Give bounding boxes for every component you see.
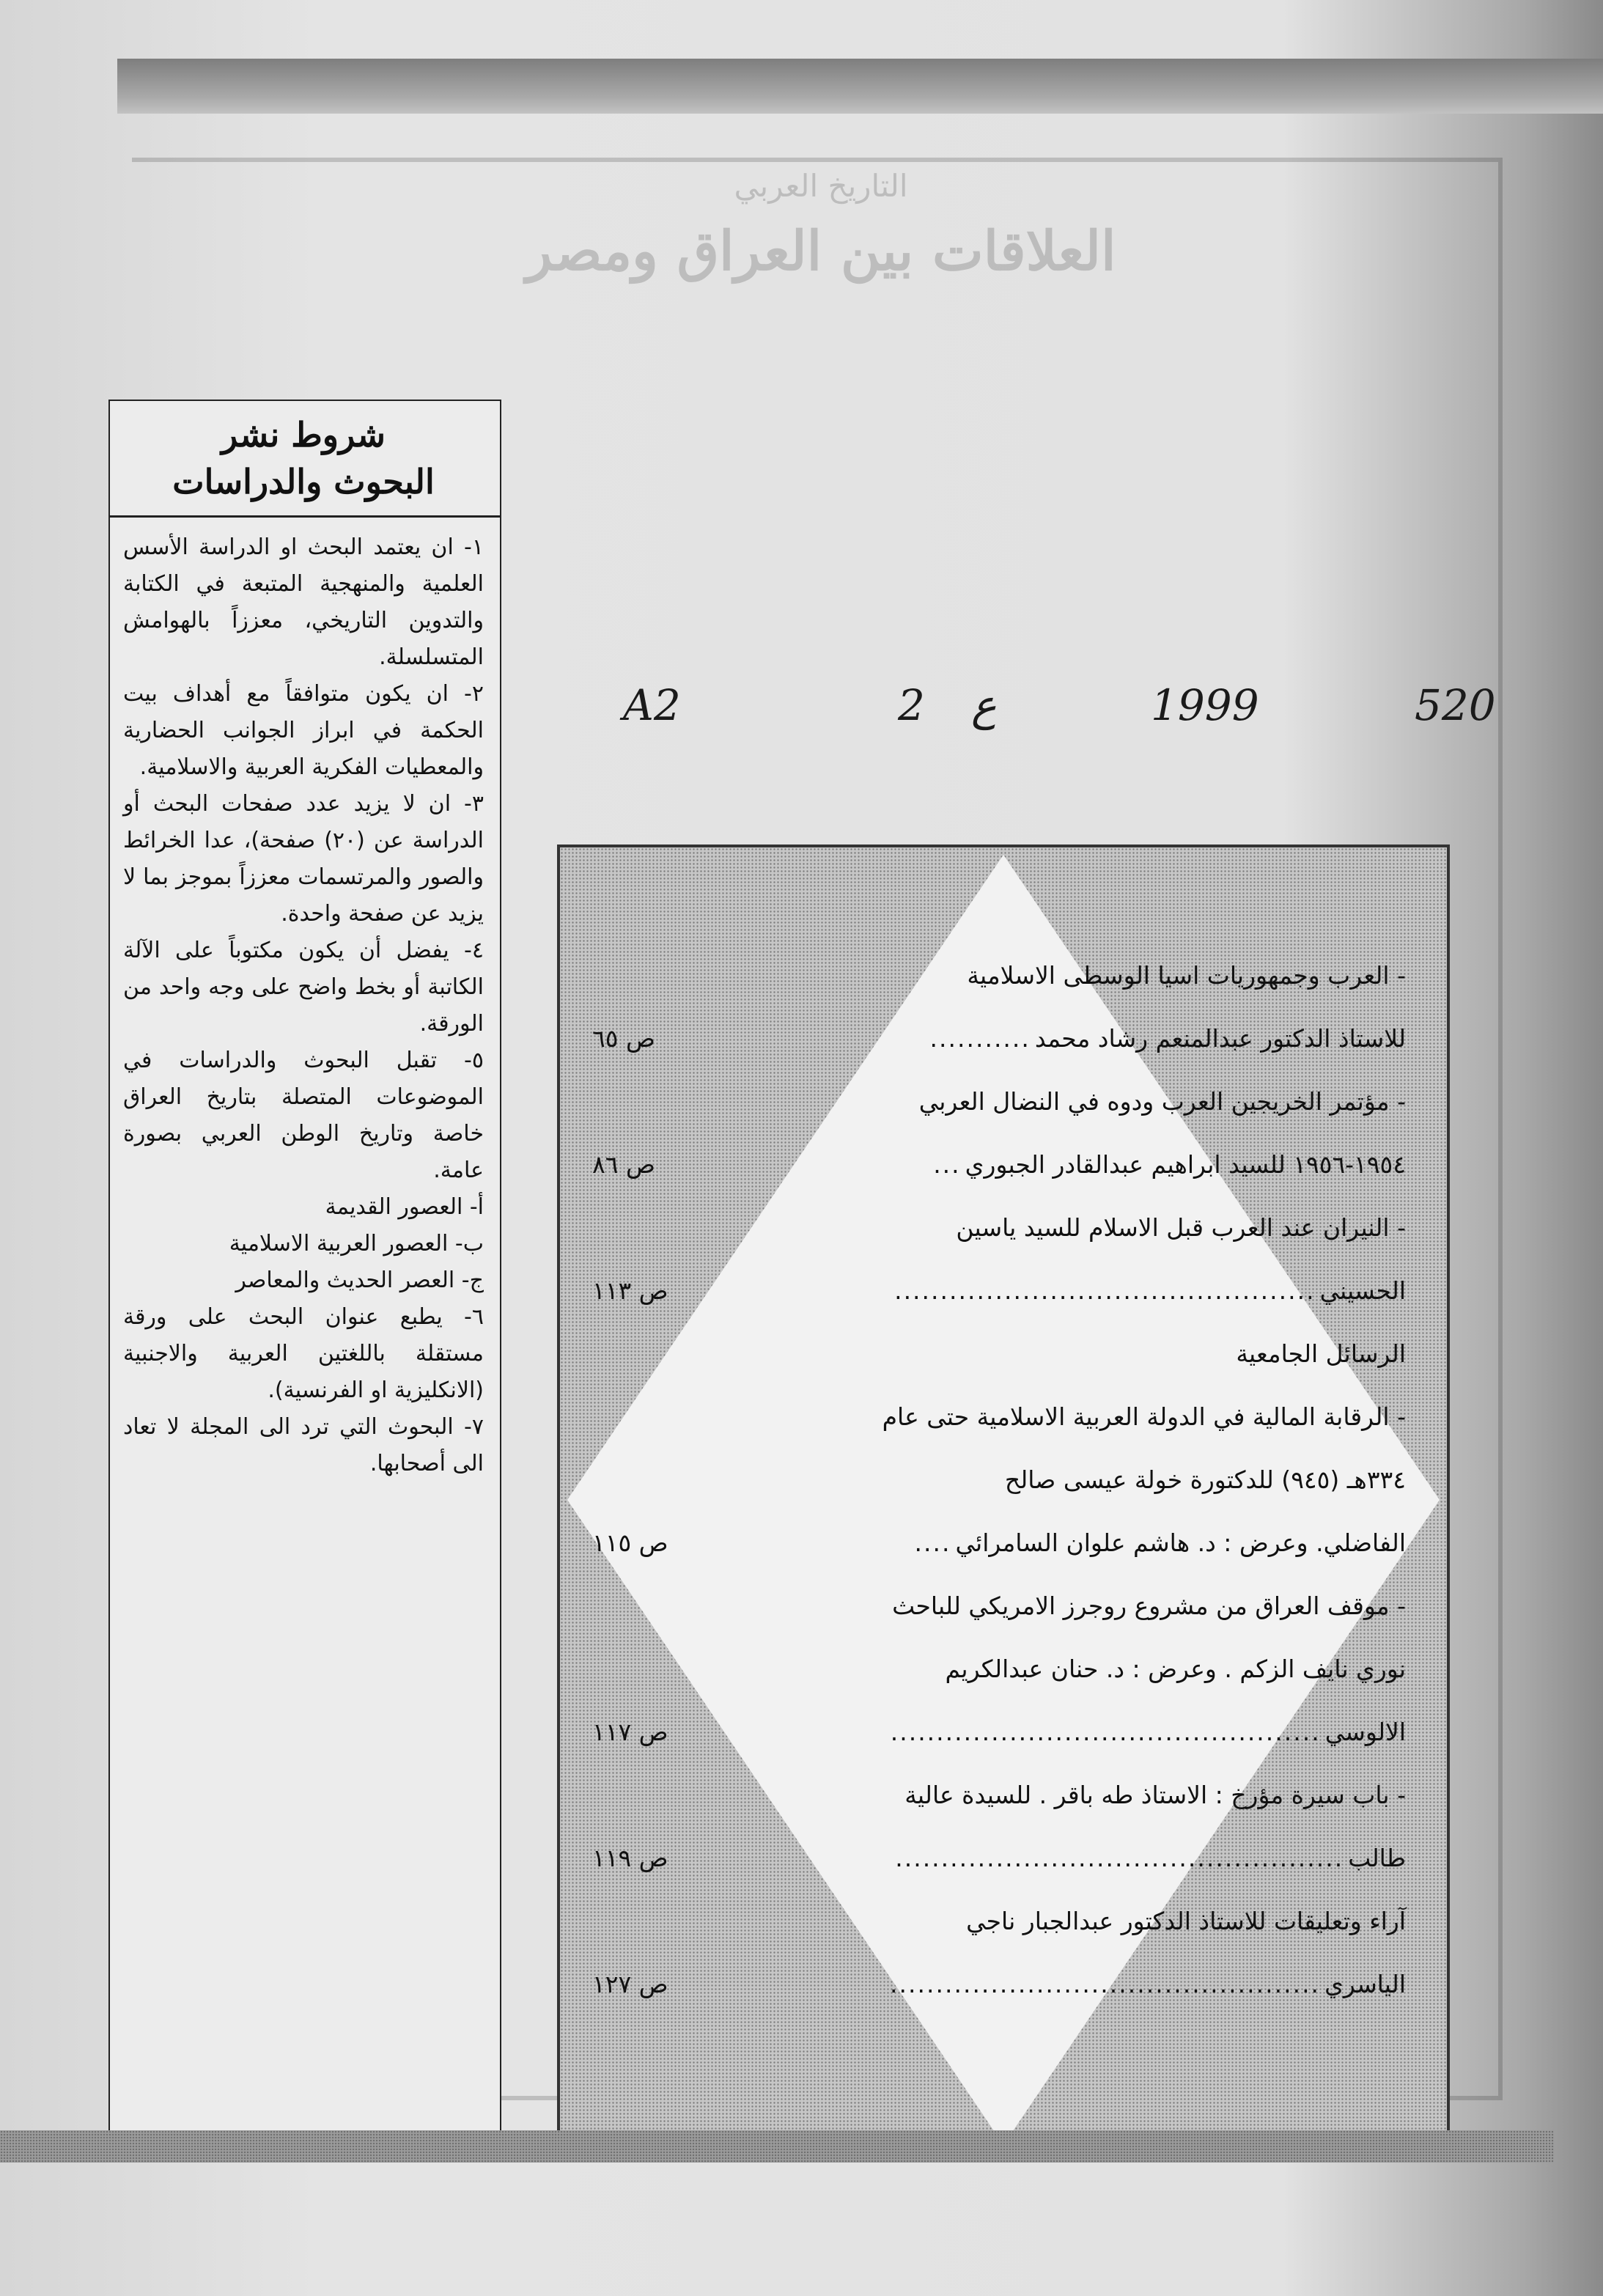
toc-line-text: - مؤتمر الخريجين العرب ودوه في النضال العربي <box>918 1087 1406 1116</box>
toc-line-text: للاستاذ الدكتور عبدالمنعم رشاد محمد <box>1034 1024 1406 1053</box>
toc-line-text: - النيران عند العرب قبل الاسلام للسيد ياسين <box>956 1213 1406 1242</box>
toc-leader-dots: ........... <box>929 1024 1031 1053</box>
toc-line <box>592 1196 1406 1259</box>
publication-conditions <box>108 400 501 2133</box>
condition-item: أ- العصور القديمة <box>325 1194 484 1220</box>
toc-page-number: ص ١١٧ <box>592 1718 668 1746</box>
toc-line <box>592 1259 1406 1322</box>
toc-line-text: الالوسي <box>1324 1718 1406 1746</box>
toc-line <box>592 1449 1406 1512</box>
condition-item: ب- العصور العربية الاسلامية <box>229 1231 484 1256</box>
condition-item: ٤- يفضل أن يكون مكتوباً على الآلة الكاتبة أو بخط واضح على وجه واحد من الورقة. <box>123 938 484 1037</box>
condition-item: ج- العصر الحديث والمعاصر <box>235 1267 484 1293</box>
toc-line <box>592 1701 1406 1764</box>
toc-section-heading <box>592 1322 1406 1386</box>
toc-line <box>592 1575 1406 1638</box>
toc-line-text: الرسائل الجامعية <box>1236 1339 1406 1368</box>
handwritten-note-1: A2 <box>623 680 681 730</box>
toc-line-text: آراء وتعليقات للاستاذ الدكتور عبدالجبار ناجي <box>966 1907 1406 1935</box>
toc-line <box>592 1386 1406 1449</box>
toc-page-number: ص ٨٦ <box>592 1150 655 1179</box>
scan-shadow-bottom <box>0 2130 1554 2163</box>
toc-line-text: ٣٣٤هـ (٩٤٥) للدكتورة خولة عيسى صالح <box>1004 1465 1406 1494</box>
toc-line <box>592 1070 1406 1133</box>
toc-line <box>592 944 1406 1007</box>
condition-item: ٣- ان لا يزيد عدد صفحات البحث أو الدراسة عن (٢٠) صفحة)، عدا الخرائط والصور والمرتسمات معززاً بموجز بما لا يزيد عن صفحة واحدة. <box>123 791 484 927</box>
table-of-contents <box>592 944 1406 2016</box>
toc-line-text: ١٩٥٤-١٩٥٦ للسيد ابراهيم عبدالقادر الجبوري <box>965 1150 1406 1179</box>
handwritten-note-3: ع <box>971 680 997 730</box>
condition-item: ٧- البحوث التي ترد الى المجلة لا تعاد الى أصحابها. <box>123 1414 484 1476</box>
handwritten-note-5: 520 <box>1415 680 1496 730</box>
toc-page-number: ص ١١٣ <box>592 1276 668 1305</box>
toc-page-number: ص ٦٥ <box>592 1024 655 1053</box>
toc-line <box>592 1953 1406 2016</box>
toc-line-text: - باب سيرة مؤرخ : الاستاذ طه باقر . للسيدة عالية <box>904 1781 1406 1809</box>
toc-line <box>592 1512 1406 1575</box>
contents-box <box>557 845 1450 2155</box>
toc-line <box>592 1764 1406 1827</box>
conditions-title-line-2: البحوث والدراسات <box>172 462 435 501</box>
toc-line <box>592 1133 1406 1196</box>
toc-line <box>592 1890 1406 1953</box>
toc-line-text: - موقف العراق من مشروع روجرز الامريكي للباحث <box>892 1592 1406 1620</box>
toc-page-number: ص ١١٥ <box>592 1528 668 1557</box>
toc-line <box>592 1007 1406 1070</box>
condition-item: ٦- يطبع عنوان البحث على ورقة مستقلة باللغتين العربية والاجنبية (الانكليزية او الفرنسية). <box>123 1304 484 1403</box>
toc-line-text: الفاضلي. وعرض : د. هاشم علوان السامرائي <box>955 1528 1406 1557</box>
toc-leader-dots: ... <box>933 1150 961 1179</box>
condition-item: ٢- ان يكون متوافقاً مع أهداف بيت الحكمة في ابراز الجوانب الحضارية والمعطيات الفكرية العربية والاسلامية. <box>123 681 484 780</box>
condition-item: ٥- تقبل البحوث والدراسات في الموضوعات المتصلة بتاريخ العراق خاصة وتاريخ الوطن العربي بصورة عامة. <box>123 1048 484 1183</box>
conditions-divider <box>110 515 500 518</box>
toc-line-text: - العرب وجمهوريات اسيا الوسطى الاسلامية <box>967 961 1406 990</box>
handwritten-note-2: 2 <box>898 680 925 730</box>
toc-line-text: - الرقابة المالية في الدولة العربية الاسلامية حتى عام <box>882 1402 1406 1431</box>
toc-line-text: طالب <box>1348 1844 1406 1872</box>
toc-leader-dots: ............................................... <box>890 1970 1321 1998</box>
condition-item: ١- ان يعتمد البحث او الدراسة الأسس العلمية والمنهجية المتبعة في الكتابة والتدوين التاريخي، معززاً بالهوامش المتسلسلة. <box>123 534 484 670</box>
toc-line-text: الياسري <box>1324 1970 1406 1998</box>
toc-leader-dots: .... <box>914 1528 951 1557</box>
conditions-title-line-1: شروط نشر <box>221 415 386 455</box>
toc-line-text: الحسيني <box>1319 1276 1406 1305</box>
toc-leader-dots: .............................................. <box>894 1276 1316 1305</box>
scan-shadow-top <box>117 59 1603 114</box>
toc-line <box>592 1827 1406 1890</box>
toc-page-number: ص ١٢٧ <box>592 1970 668 1998</box>
toc-leader-dots: ............................................... <box>890 1718 1321 1746</box>
toc-leader-dots: ................................................. <box>895 1844 1344 1872</box>
toc-line-text: نوري نايف الزكم . وعرض : د. حنان عبدالكريم <box>945 1655 1406 1683</box>
toc-page-number: ص ١١٩ <box>592 1844 668 1872</box>
toc-line <box>592 1638 1406 1701</box>
handwritten-note-4: 1999 <box>1151 680 1259 730</box>
